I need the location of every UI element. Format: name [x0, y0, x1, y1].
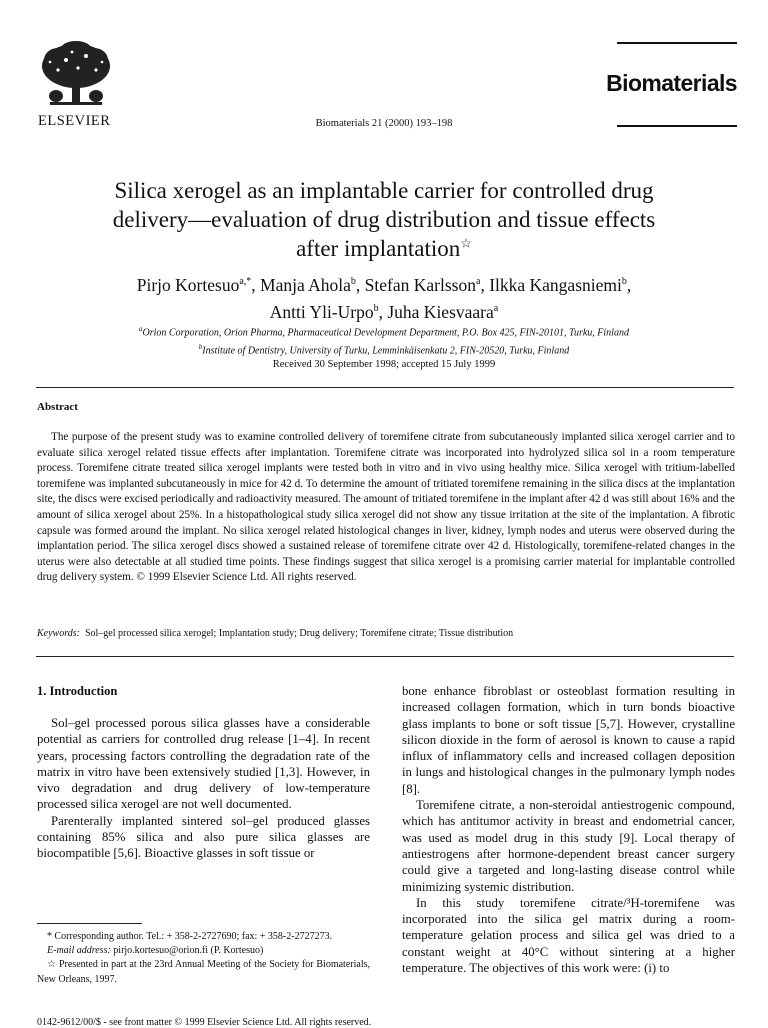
author-line [60, 297, 708, 324]
title-line-text: after implantation [296, 236, 461, 261]
affiliations [40, 322, 728, 359]
abstract-heading: Abstract [37, 401, 78, 413]
paragraph: In this study toremifene citrate/³H-toremifene was incorporated into the silica gel matrix during a room-temperature gelation process and silica gel was dried to a constant weight at 40°C without sintering at a higher temperature. The objectives of this work were: (i) to [402, 895, 735, 976]
abstract-text: The purpose of the present study was to examine controlled delivery of toremifene citrate from subcutaneously implanted silica xerogel carrier and to evaluate silica xerogel related tissue effects after implantation. Toremifene citrate was incorporated into hydrolyzed silica sol in a room temperature process. Toremifene citrate treated silica xerogel implants were tested both in vitro and in vivo using healthy mice. Silica xerogel with tritium-labelled toremifene was implanted subcutaneously in mice for 42 d. To determine the amount of tritiated toremifene remaining in the silica discs at the implantation site, the discs were excised periodically and radioactivity measured. The amount of tritiated toremifene in the implant after 42 d was still about 16% and the amount of silica xerogel about 25%. In a histopathological study silica xerogel did not show any tissue irritation at the site of the implantation. A fibrotic capsule was formed around the implant. No silica xerogel related histological changes in liver, kidney, lymph nodes and uterus were observed during the implantation period. The silica xerogel discs showed a sustained release of toremifene citrate over 42 d. Histologically, toremifene-related changes in the uterus were also detectable at all studied time points. These findings suggest that silica xerogel is a promising carrier material for implantable controlled drug delivery system. © 1999 Elsevier Science Ltd. All rights reserved. [37, 431, 735, 584]
author-affiliation-mark: b [373, 302, 379, 314]
elsevier-tree-logo [36, 40, 116, 112]
affiliation-text: Institute of Dentistry, University of Turku, Lemminkäisenkatu 2, FIN-20520, Turku, Finland [202, 345, 570, 357]
email-address[interactable]: pirjo.kortesuo@orion.fi (P. Kortesuo) [110, 945, 264, 957]
author-separator: , [626, 274, 632, 295]
article-title [60, 176, 708, 263]
footnote-star-icon: ☆ [460, 235, 472, 251]
author-name: Antti Yli-Urpo [269, 301, 374, 322]
affiliation-b [40, 340, 728, 358]
footnotes [37, 930, 370, 987]
author-name: Stefan Karlsson [364, 274, 476, 295]
title-line: delivery—evaluation of drug distribution and tissue effects [112, 207, 656, 232]
copyright-line: 0142-9612/00/$ - see front matter © 1999 Elsevier Science Ltd. All rights reserved. [37, 1017, 372, 1028]
publisher-name: ELSEVIER [38, 113, 111, 129]
keywords-list: Sol–gel processed silica xerogel; Implantation study; Drug delivery; Toremifene citrate; Tissue distribution [84, 628, 514, 639]
presentation-note: ☆ Presented in part at the 23rd Annual Meeting of the Society for Biomaterials, New Orleans, 1997. [37, 959, 370, 985]
journal-name: Biomaterials [606, 70, 737, 96]
received-dates: Received 30 September 1998; accepted 15 July 1999 [272, 359, 496, 370]
author-affiliation-mark: b [621, 276, 627, 287]
title-line [60, 234, 708, 263]
affiliation-mark: a [139, 325, 143, 333]
journal-rule-bottom [617, 125, 737, 127]
footnote-divider [37, 923, 142, 924]
author-list [60, 270, 708, 324]
email-note [37, 944, 370, 958]
author-line [60, 270, 708, 297]
author-name: Juha Kiesvaara [387, 301, 494, 322]
corresponding-author-note: * Corresponding author. Tel.: + 358-2-2727690; fax: + 358-2-2727273. [47, 931, 333, 942]
title-line: Silica xerogel as an implantable carrier for controlled drug [114, 178, 654, 203]
author-affiliation-mark: b [350, 276, 356, 287]
author-name: Ilkka Kangasniemi [489, 274, 622, 295]
author-separator: , [480, 274, 490, 295]
author-affiliation-mark: a [493, 302, 499, 314]
author-name: Pirjo Kortesuo [136, 274, 240, 295]
paragraph: Sol–gel processed porous silica glasses have a considerable potential as carriers for controlled drug release [1–4]. In recent years, processing factors controlling the degradation rate of the matrix in vitro have been extensively studied [1,3]. However, in vivo degradation and drug delivery of low-temperature processed silica xerogel are not well documented. [37, 716, 370, 812]
paragraph: Parenterally implanted sintered sol–gel produced glasses containing 85% silica and also pure silica glasses are biocompatible [5,6]. Bioactive glasses in soft tissue or [37, 813, 370, 861]
paragraph: Toremifene citrate, a non-steroidal antiestrogenic compound, which has antitumor activity in breast and endometrial cancer, was used as model drug in this study [9]. Local therapy of antiestrogens after hormone-dependent breast cancer surgery could give a targeted and long-lasting disease control while minimizing systemic distribution. [402, 798, 735, 894]
keywords-label: Keywords: [37, 628, 80, 639]
divider [36, 656, 734, 657]
paragraph: bone enhance fibroblast or osteoblast formation resulting in increased collagen formation, which in turn bonds bioactive glass implants to bone or soft tissue [5,7]. However, crystalline silicon dioxide in the form of aerosol is known to cause a rapid influx of inflammatory cells and increased collagen deposition in lungs and histological changes in the pulmonary lymph nodes [8]. [402, 684, 735, 796]
affiliation-text: Orion Corporation, Orion Pharma, Pharmaceutical Development Department, P.O. Box 425, FIN-20101, Turku, Finland [142, 327, 629, 339]
section-heading: 1. Introduction [37, 684, 118, 698]
journal-citation: Biomaterials 21 (2000) 193–198 [315, 118, 453, 129]
author-separator: , [251, 274, 261, 295]
author-affiliation-mark: a [475, 276, 481, 287]
right-column [402, 683, 735, 976]
author-separator: , [378, 301, 388, 322]
author-separator: , [355, 274, 365, 295]
email-label: E-mail address: [47, 945, 111, 957]
divider [36, 387, 734, 388]
author-name: Manja Ahola [260, 274, 351, 295]
keywords [37, 628, 735, 639]
left-column [37, 715, 370, 862]
author-affiliation-mark: a,* [239, 276, 252, 287]
journal-rule-top [617, 42, 737, 44]
affiliation-mark: b [198, 343, 203, 352]
affiliation-a [40, 322, 728, 340]
